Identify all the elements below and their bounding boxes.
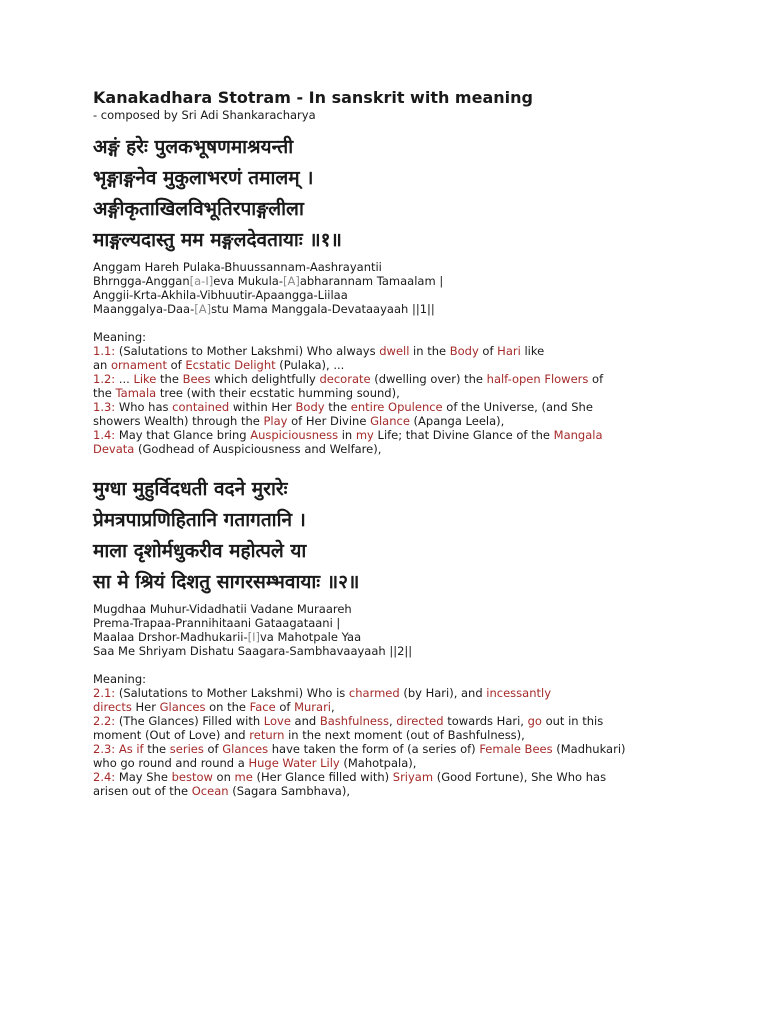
meaning-block: 1.1: (Salutations to Mother Lakshmi) Who always dwell in the Body of Hari like an ornament of Ecstatic Delight (Pulaka), ... 1.2: ... Like the Bees which delightfully decorate (dwelling over) the half-open Flowers of the Tamala tree (with their ecstatic humming sound), 1.3: Who has contained within Her Body the entire Opulence of the Universe, (and She showers Wealth) through the Play of Her Divine Glance (Apanga Leela), 1.4: May that Glance bring Auspiciousness in my Life; that Divine Glance of the Mangala Devata (Godhead of Auspiciousness and Welfare),: [93, 344, 604, 456]
sanskrit-line: माला दृशोर्मधुकरीव महोत्पले या: [93, 540, 307, 562]
sanskrit-line: अङ्गीकृताखिलविभूतिरपाङ्गलीला: [93, 198, 304, 220]
sanskrit-line: सा मे श्रियं दिशतु सागरसम्भवायाः ॥२॥: [93, 571, 360, 593]
transliteration-line: Anggii-Krta-Akhila-Vibhuutir-Apaangga-Liilaa: [93, 288, 348, 302]
transliteration-line: Anggam Hareh Pulaka-Bhuussannam-Aashrayantii: [93, 260, 382, 274]
meaning-label: Meaning:: [93, 672, 146, 686]
page-subtitle: - composed by Sri Adi Shankaracharya: [93, 108, 316, 122]
verse-2: [93, 474, 753, 798]
transliteration-line: Maalaa Drshor-Madhukarii-[I]va Mahotpale Yaa: [93, 630, 362, 644]
meaning-block: 2.1: (Salutations to Mother Lakshmi) Who is charmed (by Hari), and incessantly directs Her Glances on the Face of Murari, 2.2: (The Glances) Filled with Love and Bashfulness, directed towards Hari, go out in this moment (Out of Love) and return in the next moment (out of Bashfulness), 2.3: As if the series of Glances have taken the form of (a series of) Female Bees (Madhukari) who go round and round a Huge Water Lily (Mahotpala), 2.4: May She bestow on me (Her Glance filled with) Sriyam (Good Fortune), She Who has arisen out of the Ocean (Sagara Sambhava),: [93, 686, 626, 798]
meaning-label: Meaning:: [93, 330, 146, 344]
sanskrit-line: प्रेमत्रपाप्रणिहितानि गतागतानि ।: [93, 509, 306, 531]
transliteration-line: Mugdhaa Muhur-Vidadhatii Vadane Muraareh: [93, 602, 352, 616]
transliteration-line: Maanggalya-Daa-[A]stu Mama Manggala-Devataayaah ||1||: [93, 302, 435, 316]
transliteration-line: Prema-Trapaa-Prannihitaani Gataagataani |: [93, 616, 341, 630]
sanskrit-line: माङ्गल्यदास्तु मम मङ्गलदेवतायाः ॥१॥: [93, 229, 342, 251]
transliteration-line: Bhrngga-Anggan[a-I]eva Mukula-[A]abharannam Tamaalam |: [93, 274, 444, 288]
verse-1: [93, 132, 753, 456]
sanskrit-line: मुग्धा मुहुर्विदधती वदने मुरारेः: [93, 478, 288, 500]
sanskrit-line: अङ्गं हरेः पुलकभूषणमाश्रयन्ती: [93, 136, 294, 158]
page-title: Kanakadhara Stotram - In sanskrit with meaning: [93, 88, 533, 107]
sanskrit-line: भृङ्गाङ्गनेव मुकुलाभरणं तमालम् ।: [93, 167, 314, 189]
document-page: [93, 88, 753, 798]
transliteration-line: Saa Me Shriyam Dishatu Saagara-Sambhavaayaah ||2||: [93, 644, 413, 658]
